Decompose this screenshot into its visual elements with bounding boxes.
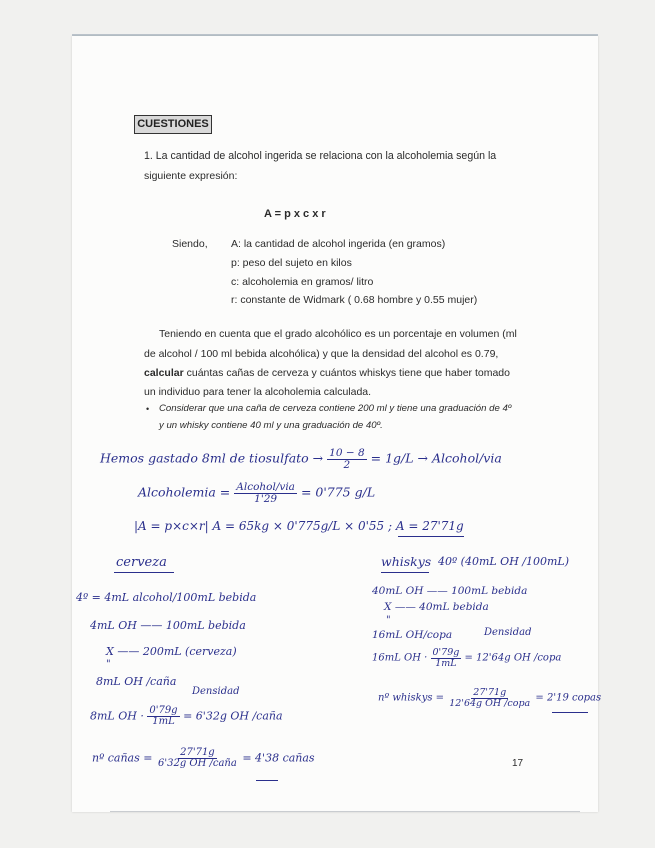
hw-cerveza-line-3: X —— 200mL (cerveza) — [106, 645, 237, 658]
hw-line-1 — [100, 448, 502, 470]
hw-cerveza-underline — [114, 572, 174, 573]
hw-line-1-fraction — [327, 448, 367, 470]
definition-p: p: peso del sujeto en kilos — [231, 257, 352, 269]
definition-a: A: la cantidad de alcohol ingerida (en gramos) — [231, 238, 446, 250]
hw-cerveza-line-6-pre: nº cañas = — [92, 751, 153, 765]
hw-whisky-density-note: Densidad — [484, 627, 532, 638]
hw-cerveza-line-1: 4º = 4mL alcohol/100mL bebida — [76, 591, 257, 604]
bullet-line-1: Considerar que una caña de cerveza contiene 200 ml y tiene una graduación de 4º — [159, 403, 512, 414]
hw-whisky-line-4-fraction — [431, 648, 462, 668]
hw-whisky-line-5-pre: nº whiskys = — [378, 692, 445, 704]
formula: A = p x c x r — [264, 208, 326, 220]
hw-line-1-post: = 1g/L → Alcohol/via — [370, 450, 502, 466]
hw-cerveza-title: cerveza — [116, 555, 167, 570]
definition-c: c: alcoholemia en gramos/ litro — [231, 276, 374, 288]
hw-line-1-num: 10 − 8 — [329, 447, 365, 459]
hw-cerveza-line-6-post: = 4'38 cañas — [242, 751, 315, 765]
siendo-label: Siendo, — [172, 238, 208, 250]
hw-line-2-num: Alcohol/via — [236, 481, 295, 493]
hw-whisky-title: whiskys — [381, 554, 432, 569]
paragraph-line-1: Teniendo en cuenta que el grado alcohólico es un porcentaje en volumen (ml — [159, 328, 517, 340]
paragraph-line-4: un individuo para tener la alcoholemia calculada. — [144, 386, 372, 398]
calcular-bold: calcular — [144, 367, 184, 379]
hw-whisky-result-underline — [552, 712, 588, 713]
definition-r: r: constante de Widmark ( 0.68 hombre y 0.55 mujer) — [231, 294, 478, 306]
paragraph-line-3-rest: cuántas cañas de cerveza y cuántos whiskys tiene que haber tomado — [183, 367, 510, 379]
hw-line-2-fraction — [234, 482, 297, 504]
hw-whisky-line-4 — [372, 648, 561, 668]
hw-whisky-line-4-den: 1mL — [435, 657, 457, 669]
hw-whisky-line-5-den: 12'64g OH /copa — [449, 697, 531, 709]
question-1-line-2: siguiente expresión: — [144, 170, 238, 182]
hw-whisky-line-3: 16mL OH/copa — [372, 629, 453, 641]
hw-cerveza-line-6 — [92, 748, 315, 769]
hw-whisky-line-4-num: 0'79g — [432, 647, 460, 658]
hw-cerveza-line-2: 4mL OH —— 100mL bebida — [90, 619, 246, 632]
hw-whisky-line-5-post: = 2'19 copas — [535, 692, 602, 704]
hw-cerveza-line-5-den: 1mL — [152, 716, 175, 727]
hw-line-2 — [138, 482, 375, 504]
bullet-icon: • — [146, 404, 150, 414]
paragraph-line-2: de alcohol / 100 ml bebida alcohólica) y que la densidad del alcohol es 0.79, — [144, 348, 499, 360]
hw-whisky-line-2: X —— 40mL bebida — [384, 601, 489, 613]
hw-whisky-underline — [381, 572, 429, 573]
hw-line-2-den: 1'29 — [254, 492, 278, 505]
question-1-line-1: 1. La cantidad de alcohol ingerida se relaciona con la alcoholemia según la — [144, 150, 497, 162]
hw-line-2-pre: Alcoholemia = — [138, 484, 231, 500]
hw-cerveza-density-note: Densidad — [192, 686, 240, 697]
hw-whisky-line-0: 40º (40mL OH /100mL) — [438, 555, 570, 568]
hw-whisky-line-5-num: 27'71g — [473, 687, 507, 698]
hw-line-1-pre: Hemos gastado 8ml de tiosulfato → — [100, 450, 324, 466]
hw-cerveza-line-5-fraction — [147, 706, 179, 727]
hw-whisky-ditto: " — [386, 615, 391, 626]
section-header: CUESTIONES — [134, 115, 212, 134]
hw-line-2-post: = 0'775 g/L — [300, 484, 376, 500]
hw-line-3: |A = p×c×r| A = 65kg × 0'775g/L × 0'55 ; A = 27'71g — [134, 519, 464, 533]
hw-whisky-line-1: 40mL OH —— 100mL bebida — [372, 585, 528, 597]
hw-cerveza-line-4: 8mL OH /caña — [96, 675, 177, 688]
hw-whisky-line-4-post: = 12'64g OH /copa — [464, 652, 562, 664]
scan-bottom-edge — [110, 811, 580, 812]
hw-cerveza-line-6-num: 27'71g — [180, 747, 215, 758]
hw-whisky-line-5 — [378, 688, 601, 708]
hw-cerveza-line-5-post: = 6'32g OH /caña — [183, 709, 283, 723]
hw-whisky-line-4-pre: 16mL OH · — [372, 652, 428, 664]
hw-cerveza-result-underline — [256, 780, 278, 781]
hw-cerveza-line-5 — [90, 706, 283, 727]
hw-line-3-underline — [398, 536, 464, 537]
page-number: 17 — [512, 758, 524, 769]
hw-cerveza-line-6-den: 6'32g OH /caña — [157, 758, 237, 769]
hw-cerveza-ditto: " — [106, 659, 111, 670]
hw-whisky-line-5-fraction — [447, 688, 532, 708]
hw-cerveza-line-5-num: 0'79g — [149, 705, 178, 716]
hw-cerveza-line-5-pre: 8mL OH · — [90, 709, 144, 723]
paragraph-line-3 — [144, 367, 510, 380]
hw-line-1-den: 2 — [343, 458, 351, 471]
hw-cerveza-line-6-fraction — [156, 748, 239, 769]
bullet-line-2: y un whisky contiene 40 ml y una graduación de 40º. — [159, 420, 383, 431]
